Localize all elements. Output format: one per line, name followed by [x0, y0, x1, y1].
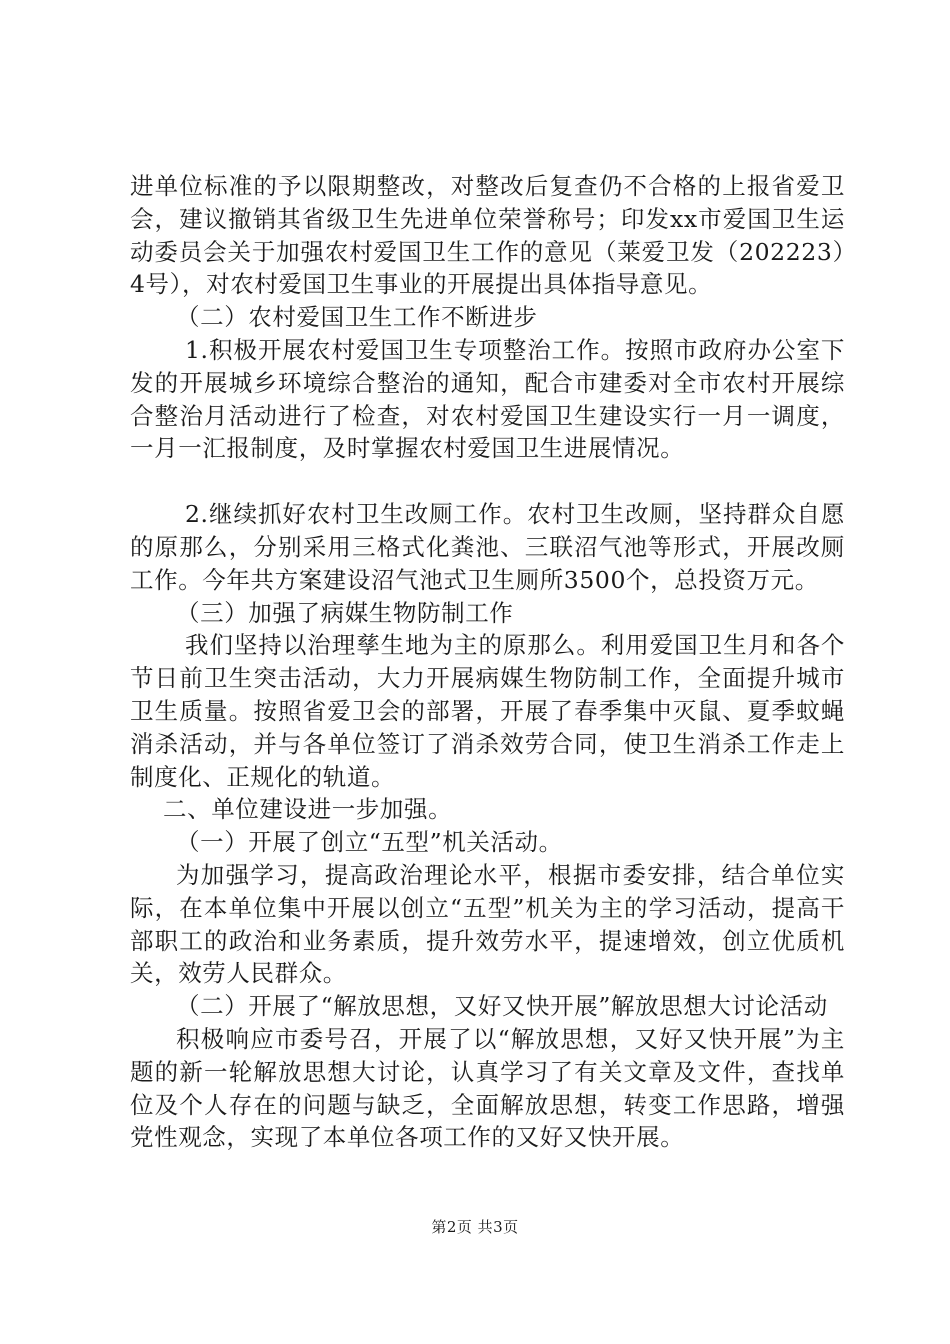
document-body [130, 170, 845, 1154]
paragraph-continuation: 进单位标准的予以限期整改，对整改后复查仍不合格的上报省爱卫会，建议撤销其省级卫生先进单位荣誉称号；印发xx市爱国卫生运动委员会关于加强农村爱国卫生工作的意见（莱爱卫发（202223）4号），对农村爱国卫生事业的开展提出具体指导意见。 [130, 172, 845, 299]
paragraph-vector-control: 我们坚持以治理孳生地为主的原那么。利用爱国卫生月和各个节日前卫生突击活动，大力开展病媒生物防制工作，全面提升城市卫生质量。按照省爱卫会的部署，开展了春季集中灭鼠、夏季蚊蝇消杀活动，并与各单位签订了消杀效劳合同，使卫生消杀工作走上制度化、正规化的轨道。 [130, 631, 845, 791]
heading-unit-building: 二、单位建设进一步加强。 [163, 795, 453, 824]
paragraph-rural-rectification: 1.积极开展农村爱国卫生专项整治工作。按照市政府办公室下发的开展城乡环境综合整治的通知，配合市建委对全市农村开展综合整治月活动进行了检查，对农村爱国卫生建设实行一月一调度，一月一汇报制度，及时掌握农村爱国卫生进展情况。 [130, 335, 845, 463]
page-number-footer: 第2页 共3页 [431, 1218, 519, 1236]
paragraph-emancipation: 积极响应市委号召，开展了以“解放思想，又好又快开展”为主题的新一轮解放思想大讨论，认真学习了有关文章及文件，查找单位及个人存在的问题与缺乏，全面解放思想，转变工作思路，增强党性观念，实现了本单位各项工作的又好又快开展。 [130, 1024, 845, 1152]
paragraph-spacer [130, 465, 845, 498]
heading-five-type: （一）开展了创立“五型”机关活动。 [176, 828, 563, 857]
heading-vector-control: （三）加强了病媒生物防制工作 [176, 598, 514, 627]
paragraph-five-type: 为加强学习，提高政治理论水平，根据市委安排，结合单位实际，在本单位集中开展以创立“五型”机关为主的学习活动，提高干部职工的政治和业务素质，提升效劳水平，提速增效，创立优质机关，效劳人民群众。 [130, 860, 845, 988]
heading-rural-progress: （二）农村爱国卫生工作不断进步 [176, 303, 538, 332]
heading-emancipation: （二）开展了“解放思想，又好又快开展”解放思想大讨论活动 [176, 992, 828, 1021]
paragraph-toilet-reform: 2.继续抓好农村卫生改厕工作。农村卫生改厕，坚持群众自愿的原那么，分别采用三格式化粪池、三联沼气池等形式，开展改厕工作。今年共方案建设沼气池式卫生厕所3500个，总投资万元。 [130, 500, 845, 594]
